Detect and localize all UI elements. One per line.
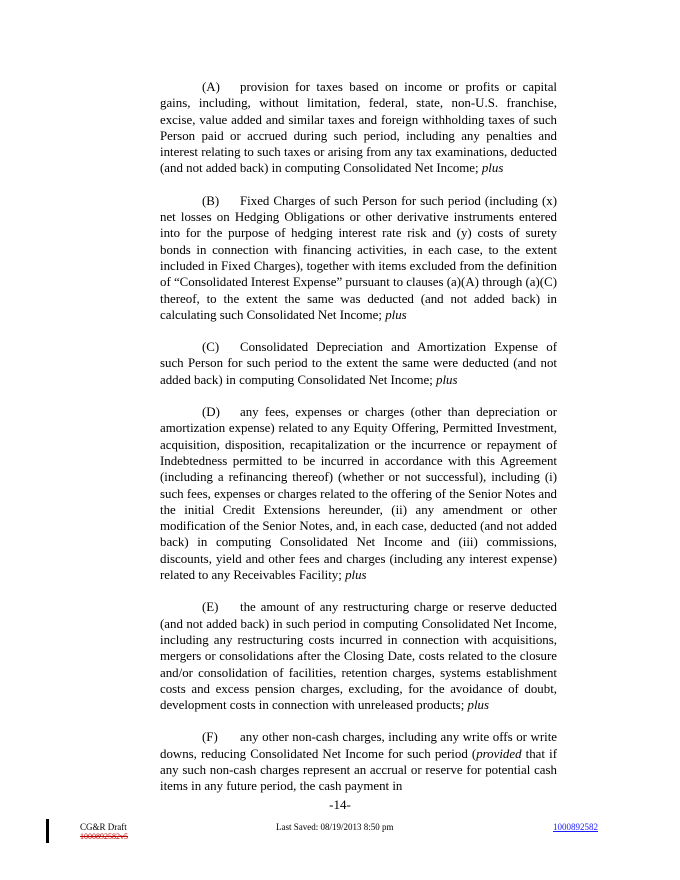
paragraph-tail: plus (481, 161, 504, 176)
paragraph-label: (A) (202, 80, 220, 94)
footer-draft-label: CG&R Draft (80, 822, 127, 832)
paragraph-label: (E) (202, 600, 219, 615)
body-text (160, 79, 557, 811)
paragraph-tail: plus (345, 568, 367, 583)
paragraph-text: any fees, expenses or charges (other than depreciation or amortization expense) related to any Equity Offering, Permitted Investment, acquisition, disposition, recapitalization or the incurrence or repayment of Indebtedness permitted to be incurred in accordance with this Agreement (including a refinancing thereof) (whether or not successful), including (i) such fees, expenses or charges related to the offering of the Senior Notes and the initial Credit Extensions hereunder, (ii) any amendment or other modification of the Senior Notes, and, in each case, deducted (and not added back) in computing Consolidated Net Income and (iii) commissions, discounts, yield and other fees and charges (including any interest expense) related to any Receivables Facility; (160, 405, 557, 583)
paragraph-text: provision for taxes based on income or profits or capital gains, including, without limitation, federal, state, non-U.S. franchise, excise, value added and similar taxes and foreign withholding taxes of such Person paid or accrued during such period, including any penalties and interest relating to such taxes or arising from any tax examinations, deducted (and not added back) in computing Consolidated Net Income; (160, 80, 557, 176)
paragraph-text: Fixed Charges of such Person for such period (including (x) net losses on Hedging Obligations or other derivative instruments entered into for the purpose of hedging interest rate risk and (y) costs of surety bonds in connection with financing activities, in each case, to the extent included in Fixed Charges), together with items excluded from the definition of “Consolidated Interest Expense” pursuant to clauses (a)(A) through (a)(C) thereof, to the extent the same was deducted (and not added back) in calculating such Consolidated Net Income; (160, 193, 557, 322)
paragraph-text-after: that if any such non-cash charges represent an accrual or reserve for potential cash items in any future period, the cash payment in (160, 746, 557, 794)
paragraph-c (160, 339, 557, 388)
paragraph-label: (B) (202, 193, 220, 208)
revision-change-bar (46, 819, 49, 843)
paragraph-emphasis: provided (476, 746, 522, 761)
paragraph-a (160, 79, 557, 177)
paragraph-b (160, 193, 557, 323)
page-number: -14- (329, 797, 351, 812)
paragraph-d (160, 404, 557, 583)
paragraph-tail: plus (385, 307, 407, 322)
footer-left (80, 822, 128, 842)
paragraph-text-before: any other non-cash charges, including any write offs or write downs, reducing Consolidated Net Income for such period ( (160, 730, 557, 761)
paragraph-e (160, 599, 557, 713)
paragraph-label: (C) (202, 340, 220, 355)
paragraph-f (160, 729, 557, 794)
footer-last-saved: Last Saved: 08/19/2013 8:50 pm (276, 822, 394, 832)
paragraph-text: Consolidated Depreciation and Amortization Expense of such Person for such period to the extent the same were deducted (and not added back) in computing Consolidated Net Income; (160, 340, 557, 387)
paragraph-label: (D) (202, 405, 220, 420)
paragraph-tail: plus (436, 372, 458, 387)
paragraph-label: (F) (202, 730, 218, 745)
footer-doc-id-link[interactable]: 1000892582 (553, 822, 598, 832)
footer-struck-docid: 1000892582v5 (80, 832, 128, 841)
paragraph-tail: plus (467, 698, 490, 713)
paragraph-text: the amount of any restructuring charge or reserve deducted (and not added back) in such period in computing Consolidated Net Income, including any restructuring costs incurred in connection with acquisitions, mergers or consolidations after the Closing Date, costs related to the closure and/or consolidation of facilities, retention charges, systems establishment costs and excess pension charges, excluding, for the avoidance of doubt, development costs in connection with unreleased products; (160, 600, 557, 713)
